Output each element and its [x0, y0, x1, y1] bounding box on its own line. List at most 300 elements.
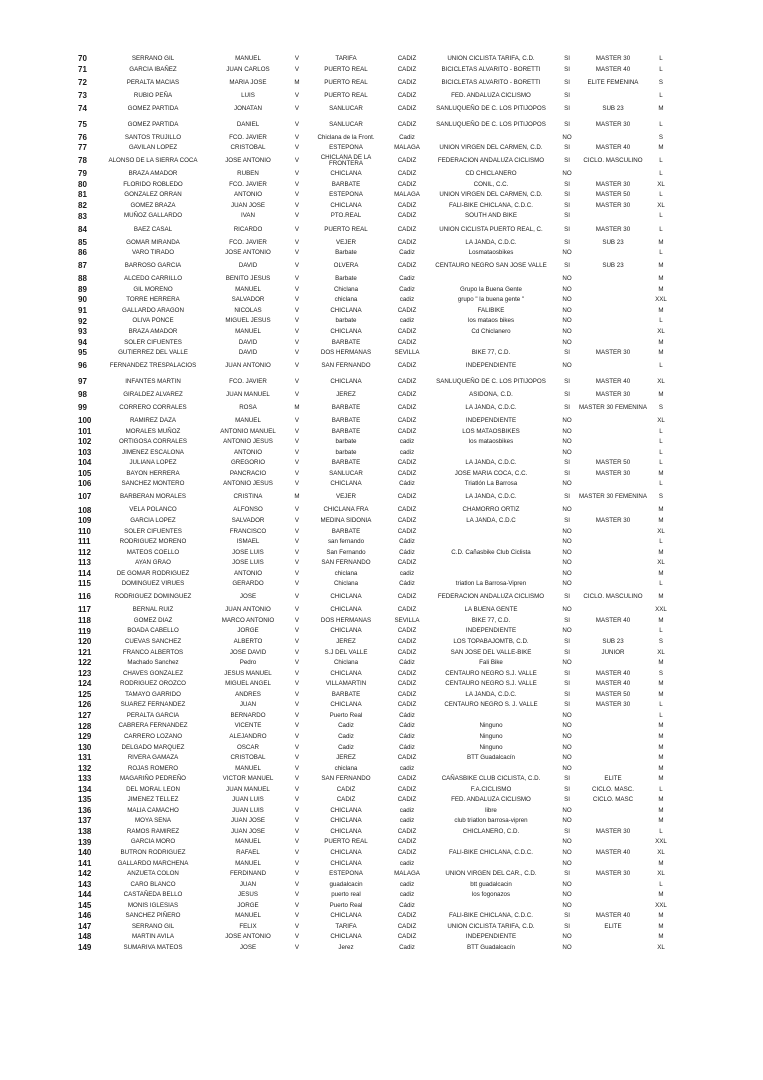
town-cell: Chiclana de la Front. [317, 133, 375, 141]
first-name-cell: CRISTOBAL [230, 144, 266, 152]
club-cell: LA JANDA, C.D.C. [465, 493, 517, 501]
federated-cell: NO [562, 859, 572, 867]
entry-number-cell: 129 [78, 732, 92, 742]
gender-cell: V [294, 922, 300, 930]
table-row [74, 932, 674, 943]
town-cell: DOS HERMANAS [320, 616, 372, 624]
surname-cell: SANTOS TRUJILLO [124, 133, 182, 141]
category-cell: CICLO. MASCULINO [583, 157, 643, 165]
club-cell: UNION VIRGEN DEL CARMEN, C.D. [439, 191, 543, 199]
gender-cell: V [294, 438, 300, 446]
town-cell: chiclana [334, 764, 358, 772]
federated-cell: NO [562, 606, 572, 614]
province-cell: CADIZ [397, 638, 417, 646]
first-name-cell: FCO. JAVIER [229, 377, 267, 385]
surname-cell: RAMOS RAMIREZ [126, 827, 180, 835]
federated-cell: SI [564, 104, 570, 112]
category-cell: MASTER 50 [595, 459, 631, 467]
town-cell: CHICLANA [330, 827, 362, 835]
category-cell [578, 479, 648, 490]
surname-cell: JIMENEZ TELLEZ [127, 796, 179, 804]
surname-cell: GONZALEZ ORRAN [124, 191, 182, 199]
province-cell: CADIZ [397, 201, 417, 209]
entry-number-cell: 146 [78, 911, 92, 921]
category-cell: MASTER 30 [595, 516, 631, 524]
surname-cell: FERNANDEZ TRESPALACIOS [109, 362, 197, 370]
club-cell: FALIBIKE [477, 306, 505, 314]
club-cell: Triatlón La Barrosa [464, 480, 518, 488]
federated-cell: SI [564, 212, 570, 220]
province-cell: cadiz [399, 880, 415, 888]
shirt-size-cell: XL [657, 870, 665, 878]
first-name-cell: BENITO JESUS [225, 275, 271, 283]
province-cell: CADIZ [397, 427, 417, 435]
gender-cell: V [294, 516, 300, 524]
first-name-cell: ROSA [239, 403, 257, 411]
table-row [74, 901, 674, 912]
category-cell [578, 437, 648, 448]
table-row [74, 132, 674, 143]
town-cell: ESTEPONA [329, 870, 363, 878]
shirt-size-cell: L [659, 65, 663, 73]
gender-cell: V [294, 538, 300, 546]
category-cell [578, 879, 648, 890]
province-cell: cadiz [399, 317, 415, 325]
surname-cell: GIRALDEZ ALVAREZ [123, 390, 183, 398]
table-row [74, 943, 674, 954]
town-cell: DOS HERMANAS [320, 349, 372, 357]
gender-cell: V [294, 680, 300, 688]
club-cell: UNION CICLISTA PUERTO REAL, C. [439, 225, 543, 233]
shirt-size-cell: M [658, 754, 664, 762]
entry-number-cell: 137 [78, 816, 92, 826]
club-cell: CD CHICLANERO [465, 170, 517, 178]
category-cell [578, 547, 648, 558]
first-name-cell: JORGE [237, 901, 259, 909]
club-cell: SANLUQUEÑO DE C. LOS PITIJOPOS [436, 377, 546, 385]
first-name-cell: JOSE ANTONIO [225, 933, 271, 941]
federated-cell: SI [564, 593, 570, 601]
town-cell: BARBATE [331, 690, 361, 698]
federated-cell: NO [562, 480, 572, 488]
federated-cell: SI [564, 690, 570, 698]
entry-number-cell: 94 [78, 337, 87, 347]
gender-cell: V [294, 711, 300, 719]
surname-cell: CORRERO CORRALES [119, 403, 187, 411]
category-cell: MASTER 50 [595, 191, 631, 199]
federated-cell: SI [564, 403, 570, 411]
table-row [74, 690, 674, 701]
table-body [74, 54, 674, 953]
surname-cell: ROJAS ROMERO [127, 764, 179, 772]
province-cell: CADIZ [397, 469, 417, 477]
table-row [74, 469, 674, 480]
first-name-cell: MANUEL [235, 285, 261, 293]
province-cell: CADIZ [397, 225, 417, 233]
surname-cell: CUEVAS SANCHEZ [124, 638, 182, 646]
table-row [74, 390, 674, 401]
shirt-size-cell: M [658, 548, 664, 556]
surname-cell: MORALES MUÑOZ [125, 427, 181, 435]
club-cell: FED. ANDALUZA CICLISMO [451, 796, 531, 804]
gender-cell: V [294, 480, 300, 488]
shirt-size-cell: XL [657, 201, 665, 209]
province-cell: MALAGA [394, 144, 420, 152]
surname-cell: VARO TIRADO [131, 249, 175, 257]
town-cell: Cadiz [338, 732, 354, 740]
surname-cell: CARO BLANCO [130, 880, 176, 888]
province-cell: Cádiz [399, 538, 415, 546]
town-cell: CHICLANA [330, 859, 362, 867]
first-name-cell: FCO. JAVIER [229, 238, 267, 246]
shirt-size-cell: M [658, 859, 664, 867]
town-cell: VEJER [336, 493, 356, 501]
category-cell [578, 295, 648, 306]
category-cell [578, 816, 648, 827]
province-cell: Cádiz [399, 732, 415, 740]
first-name-cell: MANUEL [235, 328, 261, 336]
entry-number-cell: 112 [78, 547, 91, 557]
gender-cell: V [294, 848, 300, 856]
surname-cell: BARROSO GARCIA [124, 262, 182, 270]
category-cell: MASTER 40 [595, 669, 631, 677]
club-cell: BICICLETAS ALVARITO - BORETTI [441, 65, 541, 73]
category-cell [578, 426, 648, 437]
surname-cell: MATEOS COELLO [126, 548, 180, 556]
shirt-size-cell: M [658, 390, 664, 398]
entry-number-cell: 111 [78, 537, 91, 547]
federated-cell: SI [564, 157, 570, 165]
club-cell [426, 337, 556, 348]
surname-cell: GIL MORENO [133, 285, 173, 293]
club-cell: BIKE 77, C.D. [471, 349, 511, 357]
town-cell: PUERTO REAL [324, 91, 368, 99]
shirt-size-cell: M [658, 922, 664, 930]
gender-cell: V [294, 648, 300, 656]
first-name-cell: JUAN JOSE [230, 817, 266, 825]
province-cell: CADIZ [397, 306, 417, 314]
town-cell: PUERTO REAL [324, 78, 368, 86]
first-name-cell: MARIA JOSE [229, 78, 267, 86]
category-cell [578, 763, 648, 774]
federated-cell: NO [562, 306, 572, 314]
federated-cell: NO [562, 417, 572, 424]
club-cell: INDEPENDIENTE [465, 417, 517, 424]
federated-cell: NO [562, 559, 572, 567]
gender-cell: V [294, 659, 300, 667]
federated-cell: NO [562, 848, 572, 856]
federated-cell: SI [564, 238, 570, 246]
table-row [74, 679, 674, 690]
gender-cell: V [294, 180, 300, 188]
entry-number-cell: 144 [78, 890, 92, 900]
surname-cell: MOYA SENA [135, 817, 171, 825]
federated-cell: NO [562, 901, 572, 909]
town-cell: CHICLANA [330, 933, 362, 941]
federated-cell: NO [562, 880, 572, 888]
table-row [74, 490, 674, 506]
province-cell: CADIZ [397, 65, 417, 73]
federated-cell: SI [564, 870, 570, 878]
table-row [74, 605, 674, 616]
gender-cell: M [294, 493, 300, 501]
federated-cell: NO [562, 438, 572, 446]
club-cell: CHAMORRO ORTIZ [462, 506, 520, 514]
federated-cell: SI [564, 390, 570, 398]
first-name-cell: ANTONIO [233, 191, 263, 199]
shirt-size-cell: M [658, 144, 664, 152]
province-cell: Cádiz [399, 711, 415, 719]
first-name-cell: VICTOR MANUEL [222, 775, 274, 783]
province-cell: CADIZ [397, 417, 417, 424]
surname-cell: FRANCO ALBERTOS [122, 648, 184, 656]
surname-cell: SOLER CIFUENTES [124, 527, 182, 535]
town-cell: BARBATE [331, 427, 361, 435]
first-name-cell: PANCRACIO [229, 469, 267, 477]
province-cell: cadiz [399, 817, 415, 825]
entry-number-cell: 89 [78, 284, 87, 294]
entry-number-cell: 101 [78, 426, 92, 436]
gender-cell: V [294, 338, 300, 346]
gender-cell: V [294, 306, 300, 314]
surname-cell: GOMEZ BRAZA [130, 201, 176, 209]
first-name-cell: DANIEL [236, 120, 260, 128]
shirt-size-cell: M [658, 764, 664, 772]
club-cell: los mataos bikes [467, 317, 515, 325]
first-name-cell: GERARDO [232, 580, 264, 588]
entry-number-cell: 105 [78, 468, 92, 478]
gender-cell: V [294, 275, 300, 283]
town-cell: BARBATE [331, 403, 361, 411]
entry-number-cell: 95 [78, 348, 87, 358]
entry-number-cell: 140 [78, 848, 92, 858]
shirt-size-cell: M [658, 338, 664, 346]
town-cell: BARBATE [331, 338, 361, 346]
province-cell: cadiz [399, 764, 415, 772]
shirt-size-cell: S [658, 638, 664, 646]
entry-number-cell: 74 [78, 104, 87, 114]
club-cell: INDEPENDIENTE [465, 933, 517, 941]
club-cell: libre [485, 806, 497, 814]
category-cell: MASTER 30 [595, 701, 631, 709]
town-cell: BARBATE [331, 527, 361, 535]
town-cell: PUERTO REAL [324, 225, 368, 233]
first-name-cell: FELIX [239, 922, 257, 930]
gender-cell: V [294, 249, 300, 257]
federated-cell: NO [562, 891, 572, 899]
first-name-cell: RUBEN [237, 170, 259, 178]
club-cell: Fali Bike [479, 659, 503, 667]
club-cell: BTT Guadalcacín [466, 943, 516, 951]
surname-cell: GARCIA IBAÑEZ [129, 65, 177, 73]
province-cell: CADIZ [397, 328, 417, 336]
gender-cell: V [294, 91, 300, 99]
gender-cell: V [294, 669, 300, 677]
federated-cell: SI [564, 638, 570, 646]
province-cell: cadiz [399, 448, 415, 456]
town-cell: Chiclana [333, 285, 359, 293]
federated-cell: NO [562, 527, 572, 535]
gender-cell: M [294, 78, 300, 86]
table-row [74, 806, 674, 817]
shirt-size-cell: S [658, 493, 664, 501]
category-cell: MASTER 30 [595, 55, 631, 63]
surname-cell: GALLARDO ARAGON [122, 306, 184, 314]
federated-cell: SI [564, 669, 570, 677]
category-cell [578, 626, 648, 637]
category-cell: MASTER 30 FEMENINA [578, 493, 648, 501]
gender-cell: V [294, 732, 300, 740]
province-cell: CADIZ [397, 91, 417, 99]
surname-cell: AYAN GRAO [135, 559, 171, 567]
first-name-cell: JOSE [239, 943, 257, 951]
gender-cell: V [294, 548, 300, 556]
club-cell [426, 569, 556, 580]
category-cell [578, 169, 648, 180]
province-cell: CADIZ [397, 377, 417, 385]
town-cell: JEREZ [336, 754, 356, 762]
table-row [74, 700, 674, 711]
surname-cell: BERNAL RUIZ [132, 606, 174, 614]
entry-number-cell: 80 [78, 179, 87, 189]
gender-cell: V [294, 870, 300, 878]
gender-cell: V [294, 417, 300, 424]
table-row [74, 869, 674, 880]
province-cell: Cádiz [399, 722, 415, 730]
surname-cell: RAMIREZ DAZA [129, 417, 177, 424]
shirt-size-cell: M [658, 796, 664, 804]
town-cell: PTO.REAL [330, 212, 362, 220]
entry-number-cell: 127 [78, 710, 92, 720]
province-cell: CADIZ [397, 680, 417, 688]
province-cell: CADIZ [397, 180, 417, 188]
table-row [74, 569, 674, 580]
surname-cell: RODRIGUEZ DOMINGUEZ [114, 593, 192, 601]
category-cell: ELITE FEMENINA [587, 78, 639, 86]
federated-cell: SI [564, 55, 570, 63]
category-cell [578, 306, 648, 317]
entry-number-cell: 115 [78, 579, 91, 589]
entry-number-cell: 102 [78, 437, 92, 447]
province-cell: Cádiz [399, 743, 415, 751]
entry-number-cell: 148 [78, 932, 92, 942]
surname-cell: ORTIGOSA CORRALES [119, 438, 187, 446]
surname-cell: SANCHEZ PIÑERO [125, 912, 181, 920]
first-name-cell: FCO. JAVIER [229, 133, 267, 141]
town-cell: SANLUCAR [329, 104, 363, 112]
province-cell: CADIZ [397, 527, 417, 535]
town-cell: San Fernando [326, 548, 366, 556]
shirt-size-cell: M [658, 806, 664, 814]
club-cell: SANLUQUEÑO DE C. LOS PITIJOPOS [436, 120, 546, 128]
surname-cell: JULIANA LOPEZ [129, 459, 177, 467]
province-cell: cadiz [399, 806, 415, 814]
category-cell [578, 579, 648, 590]
shirt-size-cell: XXL [655, 296, 667, 304]
entry-number-cell: 86 [78, 248, 87, 258]
table-row [74, 374, 674, 390]
federated-cell: NO [562, 338, 572, 346]
table-row [74, 211, 674, 222]
club-cell: grupo " la buena gente " [457, 296, 525, 304]
surname-cell: BARBERAN MORALES [119, 493, 187, 501]
town-cell: Barbate [335, 275, 357, 283]
gender-cell: V [294, 133, 300, 141]
table-row [74, 742, 674, 753]
shirt-size-cell: XL [657, 377, 665, 385]
category-cell: JUNIOR [601, 648, 625, 656]
province-cell: CADIZ [397, 669, 417, 677]
province-cell: CADIZ [397, 170, 417, 178]
category-cell [578, 943, 648, 954]
first-name-cell: JUAN LUIS [232, 806, 264, 814]
province-cell: SEVILLA [394, 349, 420, 357]
entry-number-cell: 91 [78, 306, 87, 316]
federated-cell: SI [564, 493, 570, 501]
province-cell: CADIZ [397, 262, 417, 270]
first-name-cell: MANUEL [235, 764, 261, 772]
entry-number-cell: 122 [78, 658, 92, 668]
surname-cell: INFANTES MARTIN [125, 377, 181, 385]
category-cell: ELITE [604, 922, 622, 930]
category-cell: MASTER 30 [595, 469, 631, 477]
first-name-cell: JESUS MANUEL [224, 669, 272, 677]
surname-cell: DELGADO MARQUEZ [121, 743, 185, 751]
table-row [74, 237, 674, 248]
table-row [74, 337, 674, 348]
first-name-cell: JOSE LUIS [232, 548, 264, 556]
first-name-cell: MARCO ANTONIO [221, 616, 275, 624]
club-cell: LOS TOPABAJOMTB, C.D. [453, 638, 529, 646]
gender-cell: V [294, 317, 300, 325]
category-cell [578, 932, 648, 943]
town-cell: Cadiz [338, 722, 354, 730]
first-name-cell: MANUEL [235, 859, 261, 867]
town-cell: VEJER [336, 238, 356, 246]
table-row [74, 505, 674, 516]
province-cell: CADIZ [397, 785, 417, 793]
table-row [74, 169, 674, 180]
federated-cell: NO [562, 580, 572, 588]
category-cell: MASTER 40 [595, 616, 631, 624]
shirt-size-cell: M [658, 690, 664, 698]
town-cell: PUERTO REAL [324, 838, 368, 846]
gender-cell: V [294, 764, 300, 772]
town-cell: puerto real [331, 891, 361, 899]
shirt-size-cell: M [658, 569, 664, 577]
town-cell: guadalcacin [329, 880, 363, 888]
entry-number-cell: 117 [78, 605, 91, 615]
town-cell: JEREZ [336, 638, 356, 646]
entry-number-cell: 145 [78, 900, 92, 910]
entry-number-cell: 104 [78, 458, 92, 468]
entry-number-cell: 90 [78, 295, 87, 305]
shirt-size-cell: XXL [655, 901, 667, 909]
category-cell [578, 359, 648, 375]
province-cell: CADIZ [397, 403, 417, 411]
gender-cell: V [294, 296, 300, 304]
federated-cell: SI [564, 180, 570, 188]
category-cell: MASTER 40 [595, 848, 631, 856]
surname-cell: GOMAR MIRANDA [126, 238, 180, 246]
club-cell: UNION CICLISTA TARIFA, C.D. [447, 55, 535, 63]
category-cell [578, 901, 648, 912]
club-cell: Cd Chiclanero [471, 328, 511, 336]
town-cell: Puerto Real [329, 901, 363, 909]
province-cell: CADIZ [397, 559, 417, 567]
first-name-cell: JOSE ANTONIO [225, 157, 271, 165]
federated-cell: SI [564, 827, 570, 835]
